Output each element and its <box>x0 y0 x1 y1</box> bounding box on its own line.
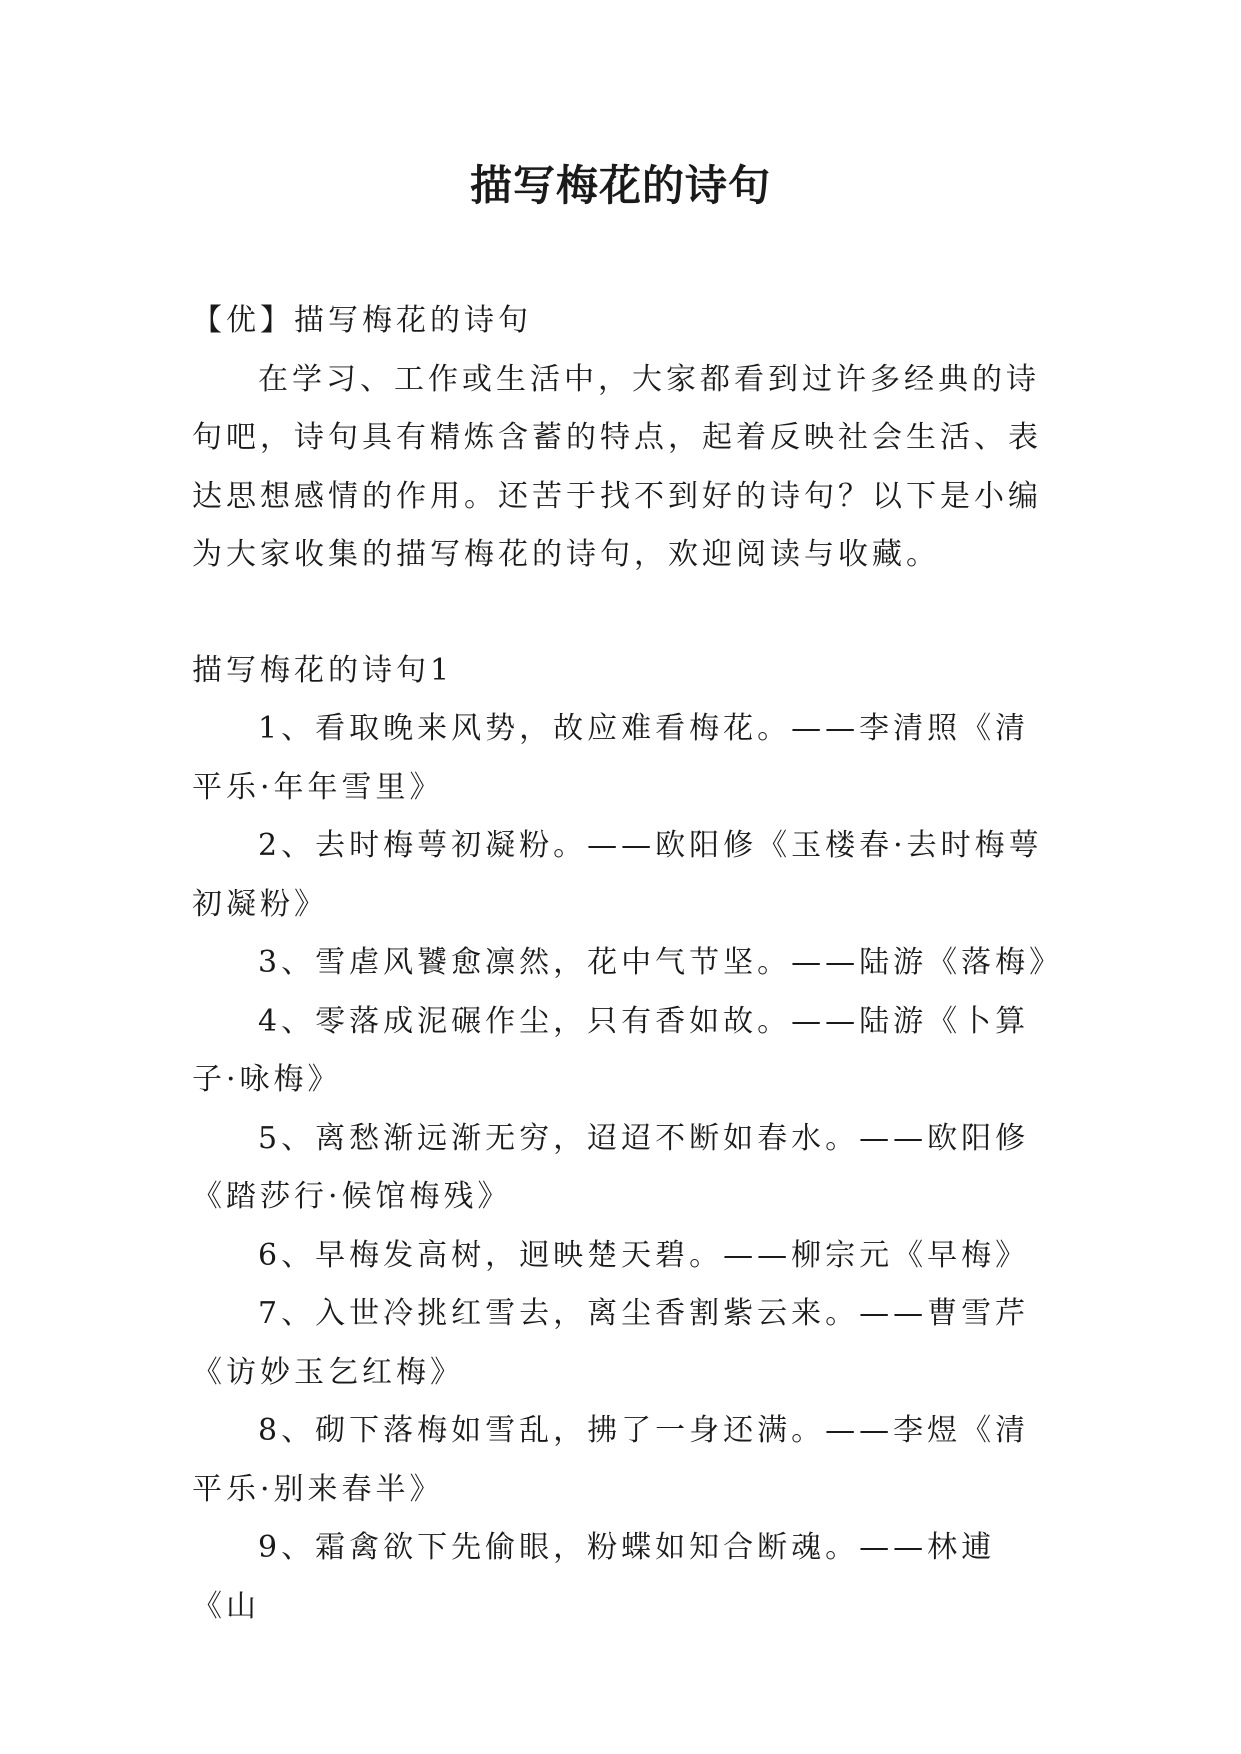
poem-item-9: 9、霜禽欲下先偷眼，粉蝶如知合断魂。——林逋《山 <box>192 1530 996 1624</box>
poem-item-1: 1、看取晚来风势，故应难看梅花。——李清照《清平乐·年年雪里》 <box>192 711 1030 805</box>
section-spacer <box>192 585 1056 642</box>
poem-item-6: 6、早梅发高树，迥映楚天碧。——柳宗元《早梅》 <box>258 1237 1030 1273</box>
document-body <box>192 292 1064 1636</box>
document-title: 描写梅花的诗句 <box>469 161 771 210</box>
subtitle: 【优】描写梅花的诗句 <box>192 303 532 338</box>
intro-paragraph: 在学习、工作或生活中，大家都看到过许多经典的诗句吧，诗句具有精炼含蓄的特点，起着反映社会生活、表达思想感情的作用。还苦于找不到好的诗句？以下是小编为大家收集的描写梅花的诗句，欢迎阅读与收藏。 <box>192 361 1042 572</box>
poem-item-5: 5、离愁渐远渐无穷，迢迢不断如春水。——欧阳修《踏莎行·候馆梅残》 <box>192 1120 1030 1214</box>
poem-item-4: 4、零落成泥碾作尘，只有香如故。——陆游《卜算子·咏梅》 <box>192 1003 1030 1097</box>
section-heading: 描写梅花的诗句1 <box>192 652 454 688</box>
poem-item-7: 7、入世冷挑红雪去，离尘香割紫云来。——曹雪芹《访妙玉乞红梅》 <box>192 1296 1030 1390</box>
poem-item-2: 2、去时梅萼初凝粉。——欧阳修《玉楼春·去时梅萼初凝粉》 <box>192 828 1043 922</box>
poem-item-3: 3、雪虐风饕愈凛然，花中气节坚。——陆游《落梅》 <box>258 945 1064 980</box>
poem-item-8: 8、砌下落梅如雪乱，拂了一身还满。——李煜《清平乐·别来春半》 <box>192 1413 1030 1507</box>
